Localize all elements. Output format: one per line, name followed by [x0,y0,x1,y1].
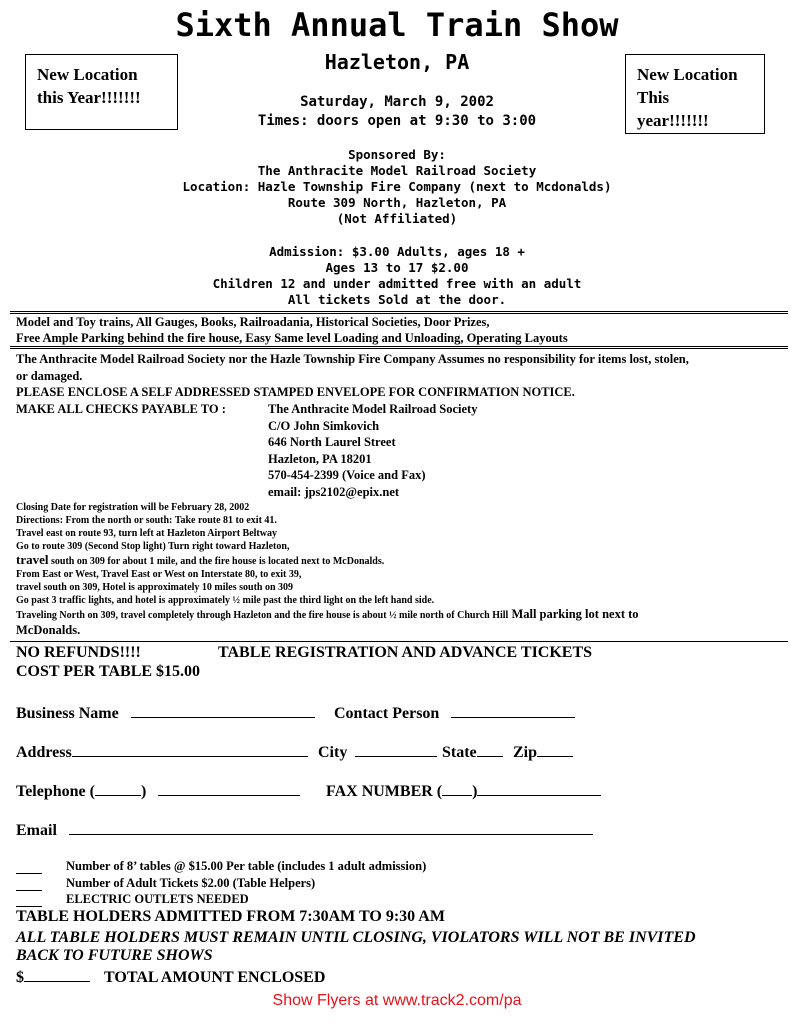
total-label: TOTAL AMOUNT ENCLOSED [104,969,326,986]
event-date: Saturday, March 9, 2002 [300,94,494,110]
children-line: Children 12 and under admitted free with an adult [212,276,582,291]
divider [10,311,788,312]
state-blank[interactable] [477,742,503,757]
contact-person-label: Contact Person [334,705,440,722]
dir-north-small: Traveling North on 309, travel completely through Hazleton and the fire house is about ½ mile north of Church Hill [16,610,509,621]
divider [10,346,788,347]
fax-area-blank[interactable] [442,781,472,796]
no-refunds: NO REFUNDS!!!! [16,644,141,661]
zip-field[interactable] [513,742,573,762]
table-registration-heading: TABLE REGISTRATION AND ADVANCE TICKETS [218,644,593,661]
route-line: Route 309 North, Hazleton, PA [287,195,507,210]
contact-person-blank[interactable] [451,703,575,718]
badge-right-line: This [637,88,670,107]
badge-right-line: year!!!!!!! [637,111,709,130]
zip-label: Zip [513,744,538,761]
enclose-notice: PLEASE ENCLOSE A SELF ADDRESSED STAMPED ENVELOPE FOR CONFIRMATION NOTICE. [16,385,575,399]
fax-paren: ) [472,783,478,800]
zip-blank[interactable] [537,742,573,757]
telephone-field[interactable] [16,781,300,801]
sponsored-label: Sponsored By: [348,147,446,162]
tables-count-blank[interactable] [16,859,42,874]
warning-line: BACK TO FUTURE SHOWS [16,947,213,964]
ages-line: Ages 13 to 17 $2.00 [325,260,469,275]
tickets-line: All tickets Sold at the door. [287,292,507,307]
email-label: Email [16,822,57,839]
city-blank[interactable] [355,742,437,757]
telephone-number-blank[interactable] [158,781,300,796]
telephone-label: Telephone ( [16,783,95,800]
outlets-item: ELECTRIC OUTLETS NEEDED [66,892,249,906]
fax-field[interactable] [326,781,601,801]
email-line: email: jps2102@epix.net [268,485,400,499]
divider [10,641,788,642]
address-line: Hazleton, PA 18201 [268,452,372,466]
event-times: Times: doors open at 9:30 to 3:00 [257,113,537,129]
city-label: City [318,744,348,761]
directions-line: Go to route 309 (Second Stop light) Turn right toward Hazleton, [16,541,290,552]
divider [10,348,788,349]
location-line: Location: Hazle Township Fire Company (next to Mcdonalds) [182,179,612,194]
dir-travel-big: travel [16,552,49,567]
warning-line: ALL TABLE HOLDERS MUST REMAIN UNTIL CLOSING, VIOLATORS WILL NOT BE INVITED [16,929,696,946]
phone-line: 570-454-2399 (Voice and Fax) [268,468,426,482]
business-name-label: Business Name [16,705,119,722]
state-label: State [442,744,477,761]
city-field[interactable] [318,742,437,762]
fax-number-blank[interactable] [477,781,601,796]
directions-line: travel south on 309, Hotel is approximately 10 miles south on 309 [16,582,294,593]
address-line: 646 North Laurel Street [268,435,396,449]
address-label: Address [16,744,72,761]
dir-travel-rest: south on 309 for about 1 mile, and the fire house is located next to McDonalds. [48,556,385,567]
total-field[interactable] [16,967,325,987]
email-blank[interactable] [69,820,593,835]
not-affiliated: (Not Affiliated) [336,211,458,226]
email-field[interactable] [16,820,593,840]
telephone-paren: ) [140,783,147,800]
admission-line: Admission: $3.00 Adults, ages 18 + [269,244,525,259]
directions-line [16,553,384,568]
business-name-field[interactable] [16,703,315,723]
directions-line: Travel east on route 93, turn left at Hazleton Airport Beltway [16,528,277,539]
directions-line: Directions: From the north or south: Take route 81 to exit 41. [16,515,277,526]
address-blank[interactable] [72,742,308,757]
badge-left-line: New Location [37,65,138,84]
dollar-sign: $ [16,969,24,986]
adult-tickets-blank[interactable] [16,876,42,891]
badge-right-line: New Location [637,65,738,84]
disclaimer-line: or damaged. [16,369,83,383]
adult-tickets-item: Number of Adult Tickets $2.00 (Table Helpers) [66,876,316,890]
checks-label: MAKE ALL CHECKS PAYABLE TO : [16,402,226,416]
page-title: Sixth Annual Train Show [175,6,619,44]
contact-person-field[interactable] [334,703,575,723]
badge-left-line: this Year!!!!!!! [37,88,141,107]
telephone-area-blank[interactable] [95,781,141,796]
outlets-blank[interactable] [16,892,42,907]
features-line: Model and Toy trains, All Gauges, Books, Railroadania, Historical Societies, Door Prizes, [16,315,490,329]
sponsor-name: The Anthracite Model Railroad Society [257,163,537,178]
directions-line: From East or West, Travel East or West on Interstate 80, to exit 39, [16,569,302,580]
address-field[interactable] [16,742,308,762]
directions-line [16,608,639,622]
directions-line: Go past 3 traffic lights, and hotel is approximately ½ mile past the third light on the left hand side. [16,595,435,606]
address-line: C/O John Simkovich [268,419,380,433]
city-heading: Hazleton, PA [324,50,470,74]
dir-north-big: Mall parking lot next to [508,607,639,621]
dir-mcdonalds: McDonalds. [16,623,81,637]
divider [10,313,788,314]
state-field[interactable] [442,742,503,762]
footer-link[interactable]: Show Flyers at www.track2.com/pa [272,992,522,1009]
address-line: The Anthracite Model Railroad Society [268,402,478,416]
disclaimer-line: The Anthracite Model Railroad Society nor the Hazle Township Fire Company Assumes no responsibility for items lost, stolen, [16,352,689,366]
features-line: Free Ample Parking behind the fire house, Easy Same level Loading and Unloading, Operating Layouts [16,331,568,345]
fax-label: FAX NUMBER ( [326,783,443,800]
tables-item: Number of 8’ tables @ $15.00 Per table (includes 1 adult admission) [66,859,427,873]
cost-per-table: COST PER TABLE $15.00 [16,663,201,680]
closing-date: Closing Date for registration will be February 28, 2002 [16,502,250,513]
business-name-blank[interactable] [131,703,315,718]
total-blank[interactable] [24,967,90,982]
holders-admitted: TABLE HOLDERS ADMITTED FROM 7:30AM TO 9:30 AM [16,908,445,925]
